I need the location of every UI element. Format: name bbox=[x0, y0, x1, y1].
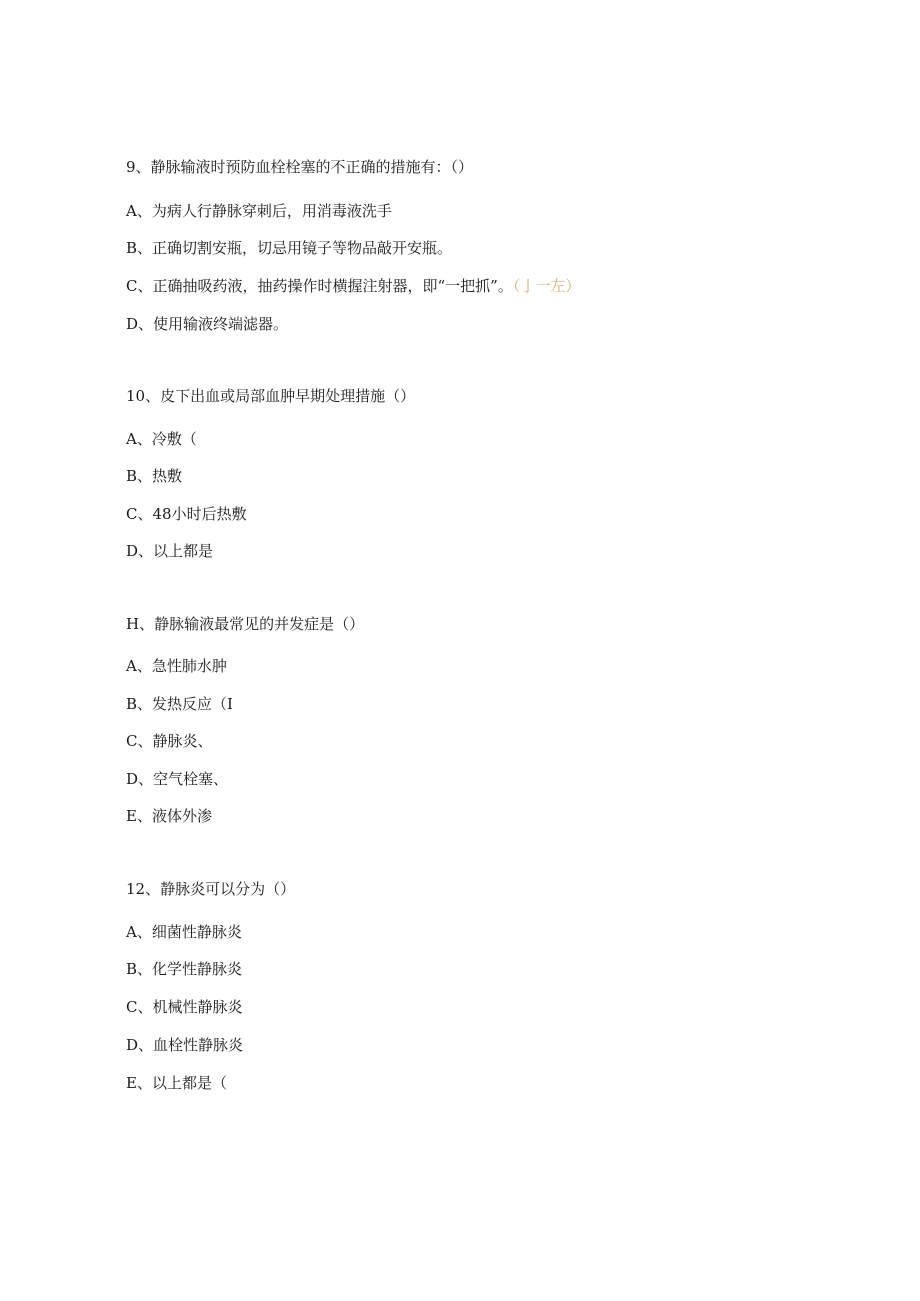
question-12-option-e: E、以上都是（ bbox=[126, 1074, 227, 1092]
question-10-stem: 10、皮下出血或局部血肿早期处理措施（） bbox=[126, 387, 416, 405]
question-9-stem: 9、静脉输液时预防血栓栓塞的不正确的措施有：（） bbox=[126, 158, 474, 176]
question-9-option-b: B、正确切割安瓶，切忌用镜子等物品敲开安瓶。 bbox=[126, 239, 453, 257]
question-10-option-c: C、48小时后热敷 bbox=[126, 505, 247, 523]
question-9-option-d: D、使用输液终端滤器。 bbox=[126, 315, 289, 333]
question-12-option-c: C、机械性静脉炎 bbox=[126, 998, 243, 1016]
question-11-option-c: C、静脉炎、 bbox=[126, 732, 213, 750]
question-10-option-b: B、热敷 bbox=[126, 467, 183, 485]
question-12-stem: 12、静脉炎可以分为（） bbox=[126, 880, 296, 898]
question-11-option-a: A、急性肺水肿 bbox=[126, 657, 227, 675]
question-11-option-b: B、发热反应（I bbox=[126, 695, 233, 713]
question-9-option-c: C、正确抽吸药液，抽药操作时横握注射器，即“一把抓”。 bbox=[126, 277, 513, 295]
question-12-option-b: B、化学性静脉炎 bbox=[126, 960, 243, 978]
question-10-option-a: A、冷敷（ bbox=[126, 430, 197, 448]
handwritten-annotation: （亅一左） bbox=[512, 277, 581, 295]
question-10-option-d: D、以上都是 bbox=[126, 542, 214, 560]
question-11-option-e: E、液体外渗 bbox=[126, 807, 212, 825]
question-12-option-a: A、细菌性静脉炎 bbox=[126, 923, 242, 941]
question-12-option-d: D、血栓性静脉炎 bbox=[126, 1036, 244, 1054]
question-11-stem: H、静脉输液最常见的并发症是（） bbox=[126, 615, 365, 633]
question-9-option-a: A、为病人行静脉穿刺后，用消毒液洗手 bbox=[126, 202, 392, 220]
question-11-option-d: D、空气栓塞、 bbox=[126, 770, 229, 788]
question-9-option-c-row bbox=[126, 276, 580, 296]
